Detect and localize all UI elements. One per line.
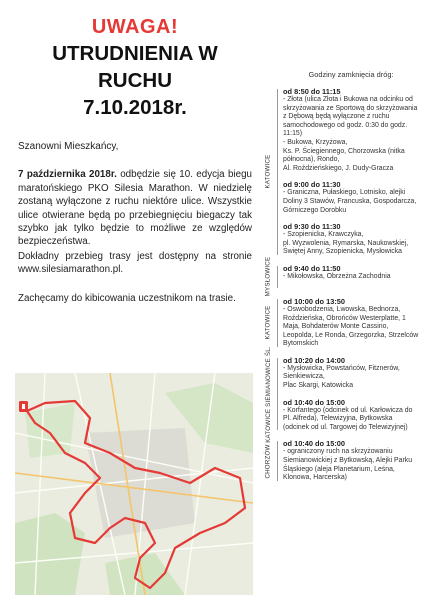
closure-streets: - Korfantego (odcinek od ul. Karłowicza do Pl. Alfreda), Telewizyjna, Bytkowska (odcinek od ul. Targowej do Telewizyjnej) [283,406,413,431]
title-date: 7.10.2018r. [83,96,187,119]
event-description: odbędzie się 10. edycja biegu maratońskiego PKO Silesia Marathon. W niedzielę zostaną wyłączone z ruchu niektóre ulice. Wszystkie ulice otwierane będą po przebiegnięciu biegaczy tak szybko jak tylko będzie to możliwe ze względów bezpieczeństwa. [18,169,252,248]
closure-streets: - Graniczna, Pułaskiego, Lotnisko, alejki Doliny 3 Stawów, Francuska, Gospodarcza, Górniczego Dorobku [283,189,417,214]
section-city-label: KATOWICE SIEMIANOWICE ŚL. [264,345,272,443]
closure-time: od 10:40 do 15:00 [283,397,346,407]
closure-time: od 10:00 do 13:50 [283,296,346,306]
closure-entry [283,439,420,482]
closure-streets: - Mikołowska, Obrzeżna Zachodnia [283,272,391,280]
paragraph-event [18,168,252,248]
paragraph-route-info: Dokładny przebieg trasy jest dostępny na stronie www.silesiamarathon.pl. [18,250,252,276]
closure-entry [283,297,420,349]
closure-entry [283,222,420,257]
closure-streets: - Złota (ulica Złota i Bukowa na odcinku od skrzyżowania ze Sportową do skrzyżowania z Dębową będą wyłączone z ruchu samochodowego od godz. 0:30 do godz. 11:15) - Bukowa, Krzyżowa, Ks. P. Ściegiennego, Chorzowska (nitka północna), Rondo, Al. Roździeńskiego, J. Dudy-Gracza [283,96,418,172]
closure-entry [283,356,420,391]
road-closures-schedule [262,70,420,483]
closure-time: od 8:50 do 11:15 [283,87,341,96]
notice-letter [18,140,252,305]
closure-time: od 9:40 do 11:50 [283,263,341,273]
map-green-area [15,513,85,595]
warning-title: UWAGA! [91,16,179,38]
closure-streets: - Szopienicka, Krawczyka, pl. Wyzwolenia, Rymarska, Naukowskiej, Świętej Anny, Szopienicka, Mysłowicka [283,231,409,256]
map-green-area [25,403,75,458]
section-city-label: KATOWICE [264,305,272,340]
start-marker-inner [22,404,25,409]
closure-entry [283,264,420,290]
closure-section-katowice-2 [262,297,420,349]
greeting: Szanowni Mieszkańcy, [18,141,119,152]
closure-time: od 9:00 do 11:30 [283,180,341,190]
section-city-label: MYSŁOWICE [264,257,272,297]
closure-time: od 9:30 do 11:30 [283,222,341,232]
title-line-1: UTRUDNIENIA W [52,42,218,65]
closure-time: od 10:40 do 15:00 [283,439,346,449]
route-map [15,373,253,595]
event-date: 7 października 2018r. [18,169,117,181]
closure-section-katowice [262,87,420,257]
notice-header [30,14,240,121]
closure-streets: - Mysłowicka, Powstańców, Fitznerów, Sienkiewicza, Plac Skargi, Katowicka [283,364,400,390]
route-map-graphic [15,373,253,595]
closure-time: od 10:20 do 14:00 [283,355,346,365]
closure-streets: - Oswobodzenia, Lwowska, Bednorza, Roździeńska, Obrońców Westerplatte, 1 Maja, Bohdaterów Monte Cassino, Leopolda, Le Ronda, Grzegorzka, Strzelców Bytomskich [283,305,419,348]
closure-entry [283,180,420,215]
closure-section-myslowice [262,257,420,297]
schedule-heading: Godziny zamknięcia dróg: [308,70,394,79]
title-line-2: RUCHU [97,69,173,92]
paragraph-cheer: Zachęcamy do kibicowania uczestnikom na trasie. [18,292,236,304]
closure-section-chorzow [262,439,420,482]
closure-entry [283,87,420,173]
closure-section-katowice-siemianowice [262,345,420,443]
section-city-label: KATOWICE [264,154,272,189]
closure-entry [283,398,420,433]
section-city-label: CHORZÓW [264,444,272,479]
closure-streets: - ograniczony ruch na skrzyżowaniu Siemianowickiej z Bytkowską, Alejki Parku Śląskiego (aleja Planetarium, Leśna, Klonowa, Harcerska) [283,448,413,482]
